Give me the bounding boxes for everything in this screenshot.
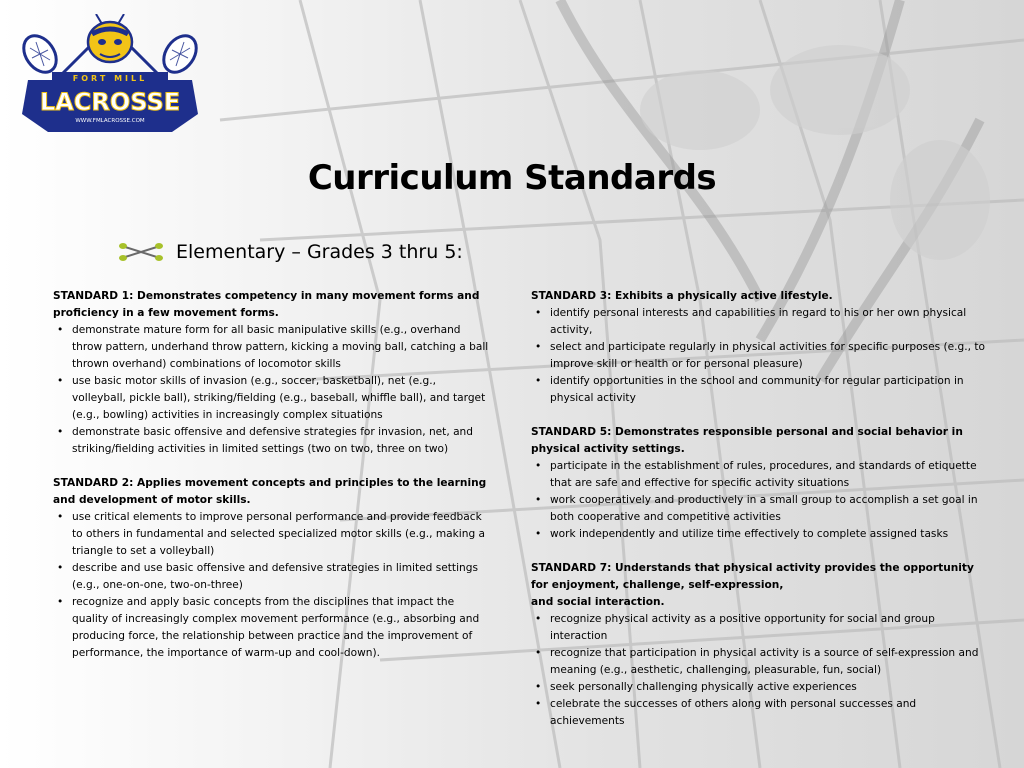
logo-text-url: WWW.FMLACROSSE.COM: [75, 118, 145, 124]
list-item: • seek personally challenging physically active experiences: [531, 679, 993, 696]
standard-list: [531, 305, 993, 407]
standard-list: [53, 322, 489, 458]
list-item: • recognize physical activity as a positive opportunity for social and group interaction: [531, 611, 993, 645]
page-title: Curriculum Standards: [307, 158, 717, 198]
subtitle: Elementary – Grades 3 thru 5:: [176, 241, 463, 263]
list-item: • recognize that participation in physical activity is a source of self-expression and meaning (e.g., aesthetic, challenging, pleasurable, fun, social): [531, 645, 993, 679]
list-item: • identify personal interests and capabilities in regard to his or her own physical activity,: [531, 305, 993, 339]
list-item: • celebrate the successes of others along with personal successes and achievements: [531, 696, 993, 730]
list-item: • identify opportunities in the school and community for regular participation in physical activity: [531, 373, 993, 407]
standard-list: [53, 509, 489, 662]
standard-5: [531, 424, 993, 543]
standard-7: [531, 560, 993, 730]
standard-2: [53, 475, 489, 662]
list-item: • work cooperatively and productively in a small group to accomplish a set goal in both cooperative and competitive activities: [531, 492, 993, 526]
logo-text-top: FORT MILL: [72, 74, 148, 83]
logo-text-main: LACROSSE: [39, 88, 181, 116]
crossed-sticks-icon: [118, 242, 164, 262]
list-item: • demonstrate mature form for all basic manipulative skills (e.g., overhand throw pattern, underhand throw pattern, kicking a moving ball, catching a ball thrown overhand) combinations of locomotor skills: [53, 322, 489, 373]
standard-heading: STANDARD 2: Applies movement concepts and principles to the learning and development of motor skills.: [53, 477, 487, 506]
standard-list: [531, 611, 993, 730]
standard-heading: STANDARD 3: Exhibits a physically active lifestyle.: [531, 290, 833, 302]
list-item: • select and participate regularly in physical activities for specific purposes (e.g., to improve skill or health or for personal pleasure): [531, 339, 993, 373]
standard-list: [531, 458, 993, 543]
standard-3: [531, 288, 993, 407]
fort-mill-lacrosse-logo: [22, 14, 198, 138]
list-item: • use critical elements to improve personal performance and provide feedback to others in fundamental and selected specialized motor skills (e.g., making a triangle to set a volleyball): [53, 509, 489, 560]
list-item: • demonstrate basic offensive and defensive strategies for invasion, net, and striking/fielding activities in limited settings (two on two, three on two): [53, 424, 489, 458]
left-column: [53, 288, 489, 679]
standard-heading: STANDARD 1: Demonstrates competency in many movement forms and proficiency in a few movement forms.: [53, 290, 480, 319]
list-item: • work independently and utilize time effectively to complete assigned tasks: [531, 526, 993, 543]
standard-heading: STANDARD 7: Understands that physical activity provides the opportunity for enjoyment, challenge, self-expression,: [531, 562, 974, 591]
right-column: [531, 288, 993, 747]
subtitle-row: [118, 238, 463, 266]
list-item: • participate in the establishment of rules, procedures, and standards of etiquette that are safe and effective for specific activity situations: [531, 458, 993, 492]
list-item: • describe and use basic offensive and defensive strategies in limited settings (e.g., one-on-one, two-on-three): [53, 560, 489, 594]
list-item: • use basic motor skills of invasion (e.g., soccer, basketball), net (e.g., volleyball, pickle ball), striking/fielding (e.g., baseball, whiffle ball), and target (e.g., bowling) activities in increasingly complex situations: [53, 373, 489, 424]
standard-heading-line2: and social interaction.: [531, 596, 665, 608]
list-item: • recognize and apply basic concepts from the disciplines that impact the quality of increasingly complex movement performance (e.g., absorbing and producing force, the relationship between practice and the improvement of performance, the importance of warm-up and cool-down).: [53, 594, 489, 662]
standard-1: [53, 288, 489, 458]
standard-heading: STANDARD 5: Demonstrates responsible personal and social behavior in physical activity settings.: [531, 426, 963, 455]
